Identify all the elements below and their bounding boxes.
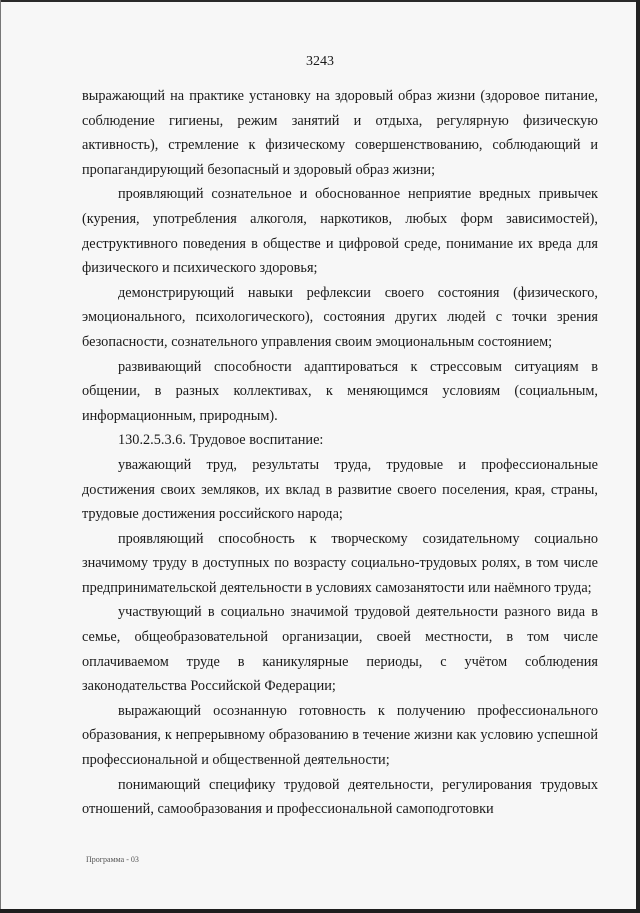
paragraph-participation: участвующий в социально значимой трудовой деятельности разного вида в семье, общеобразовательной организации, своей местности, в том числе оплачиваемом труде в каникулярные периоды, с учётом соблюдения законодательства Российской Федерации; [82, 604, 598, 695]
paragraph-reflection: демонстрирующий навыки рефлексии своего состояния (физического, эмоционального, психологического), состояния других людей с точки зрения безопасности, сознательного управления своим эмоциональным состоянием; [82, 284, 598, 350]
paragraph-bad-habits: проявляющий сознательное и обоснованное неприятие вредных привычек (курения, употребления алкоголя, наркотиков, любых форм зависимостей), деструктивного поведения в обществе и цифровой среде, понимание их вреда для физического и психического здоровья; [82, 186, 598, 277]
paragraph-respect-labor: уважающий труд, результаты труда, трудовые и профессиональные достижения своих земляков, их вклад в развитие своего поселения, края, страны, трудовые достижения российского народа; [82, 456, 598, 523]
page-edge-top [0, 0, 640, 2]
section-heading-labor-education: 130.2.5.3.6. Трудовое воспитание: [118, 432, 324, 449]
paragraph-creative-labor: проявляющий способность к творческому созидательному социально значимому труду в доступных по возрасту социально-трудовых ролях, в том числе предпринимательской деятельности в условиях самозанятости или наёмного труда; [82, 530, 598, 596]
page-edge-left [0, 0, 1, 913]
footer-note: Программа - 03 [86, 855, 139, 864]
page-edge-right [636, 0, 640, 913]
paragraph-professional-education: выражающий осознанную готовность к получению профессионального образования, к непрерывному образованию в течение жизни как условию успешной профессиональной и общественной деятельности; [82, 702, 598, 769]
document-body [82, 84, 598, 822]
page-edge-bottom [0, 909, 640, 913]
paragraph-labor-specifics: понимающий специфику трудовой деятельности, регулирования трудовых отношений, самообразования и профессиональной самоподготовки [82, 776, 598, 818]
paragraph-adaptation: развивающий способности адаптироваться к стрессовым ситуациям в общении, в разных коллективах, к меняющимся условиям (социальным, информационным, природным). [82, 358, 598, 424]
paragraph-healthy-lifestyle: выражающий на практике установку на здоровый образ жизни (здоровое питание, соблюдение гигиены, режим занятий и отдыха, регулярную физическую активность), стремление к физическому совершенствованию, соблюдающий и пропагандирующий безопасный и здоровый образ жизни; [82, 88, 598, 178]
page-number: 3243 [306, 54, 334, 69]
